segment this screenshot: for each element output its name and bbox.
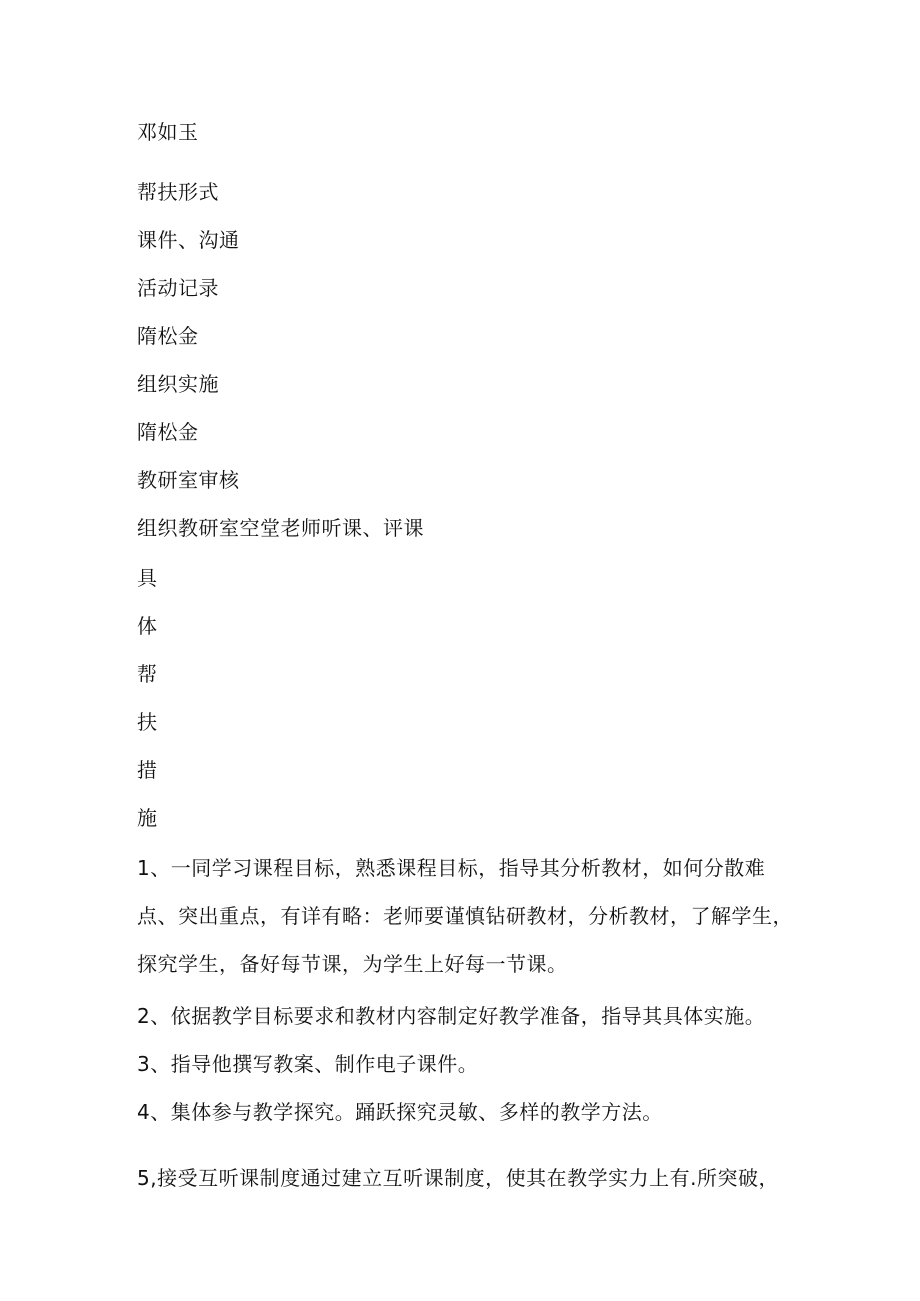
label-activity-record: 活动记录 [137, 276, 219, 300]
value-review: 组织教研室空堂老师听课、评课 [137, 516, 424, 540]
measure-1-row: 1、一同学习课程目标，熟悉课程目标，指导其分析教材，如何分散难 [137, 856, 766, 880]
measure-5: 5,接受互听课制度通过建立互听课制度，使其在教学实力上有.所突破， [137, 1166, 779, 1190]
measure-1 [137, 854, 793, 998]
measure-1-row: 探究学生，备好每节课，为学生上好每一节课。 [137, 952, 568, 976]
vertical-char: 措 [137, 758, 158, 782]
vertical-char: 施 [137, 806, 158, 830]
value-implementation: 隋松金 [137, 420, 199, 444]
vertical-char: 具 [137, 566, 158, 590]
measure-3: 3、指导他撰写教案、制作电子课件。 [137, 1052, 479, 1076]
name-line: 邓如玉 [137, 120, 199, 144]
value-assistance-form: 课件、沟通 [137, 228, 240, 252]
measure-4: 4、集体参与教学探究。踊跃探究灵敏、多样的教学方法。 [137, 1100, 663, 1124]
label-implementation: 组织实施 [137, 372, 219, 396]
label-review: 教研室审核 [137, 468, 240, 492]
vertical-char: 扶 [137, 710, 158, 734]
vertical-char: 帮 [137, 662, 158, 686]
measure-1-row: 点、突出重点，有详有略：老师要谨慎钻研教材，分析教材，了解学生， [137, 904, 793, 928]
measure-2: 2、依据教学目标要求和教材内容制定好教学准备，指导其具体实施。 [137, 1004, 766, 1028]
label-assistance-form: 帮扶形式 [137, 180, 219, 204]
vertical-char: 体 [137, 614, 158, 638]
value-activity-record: 隋松金 [137, 324, 199, 348]
